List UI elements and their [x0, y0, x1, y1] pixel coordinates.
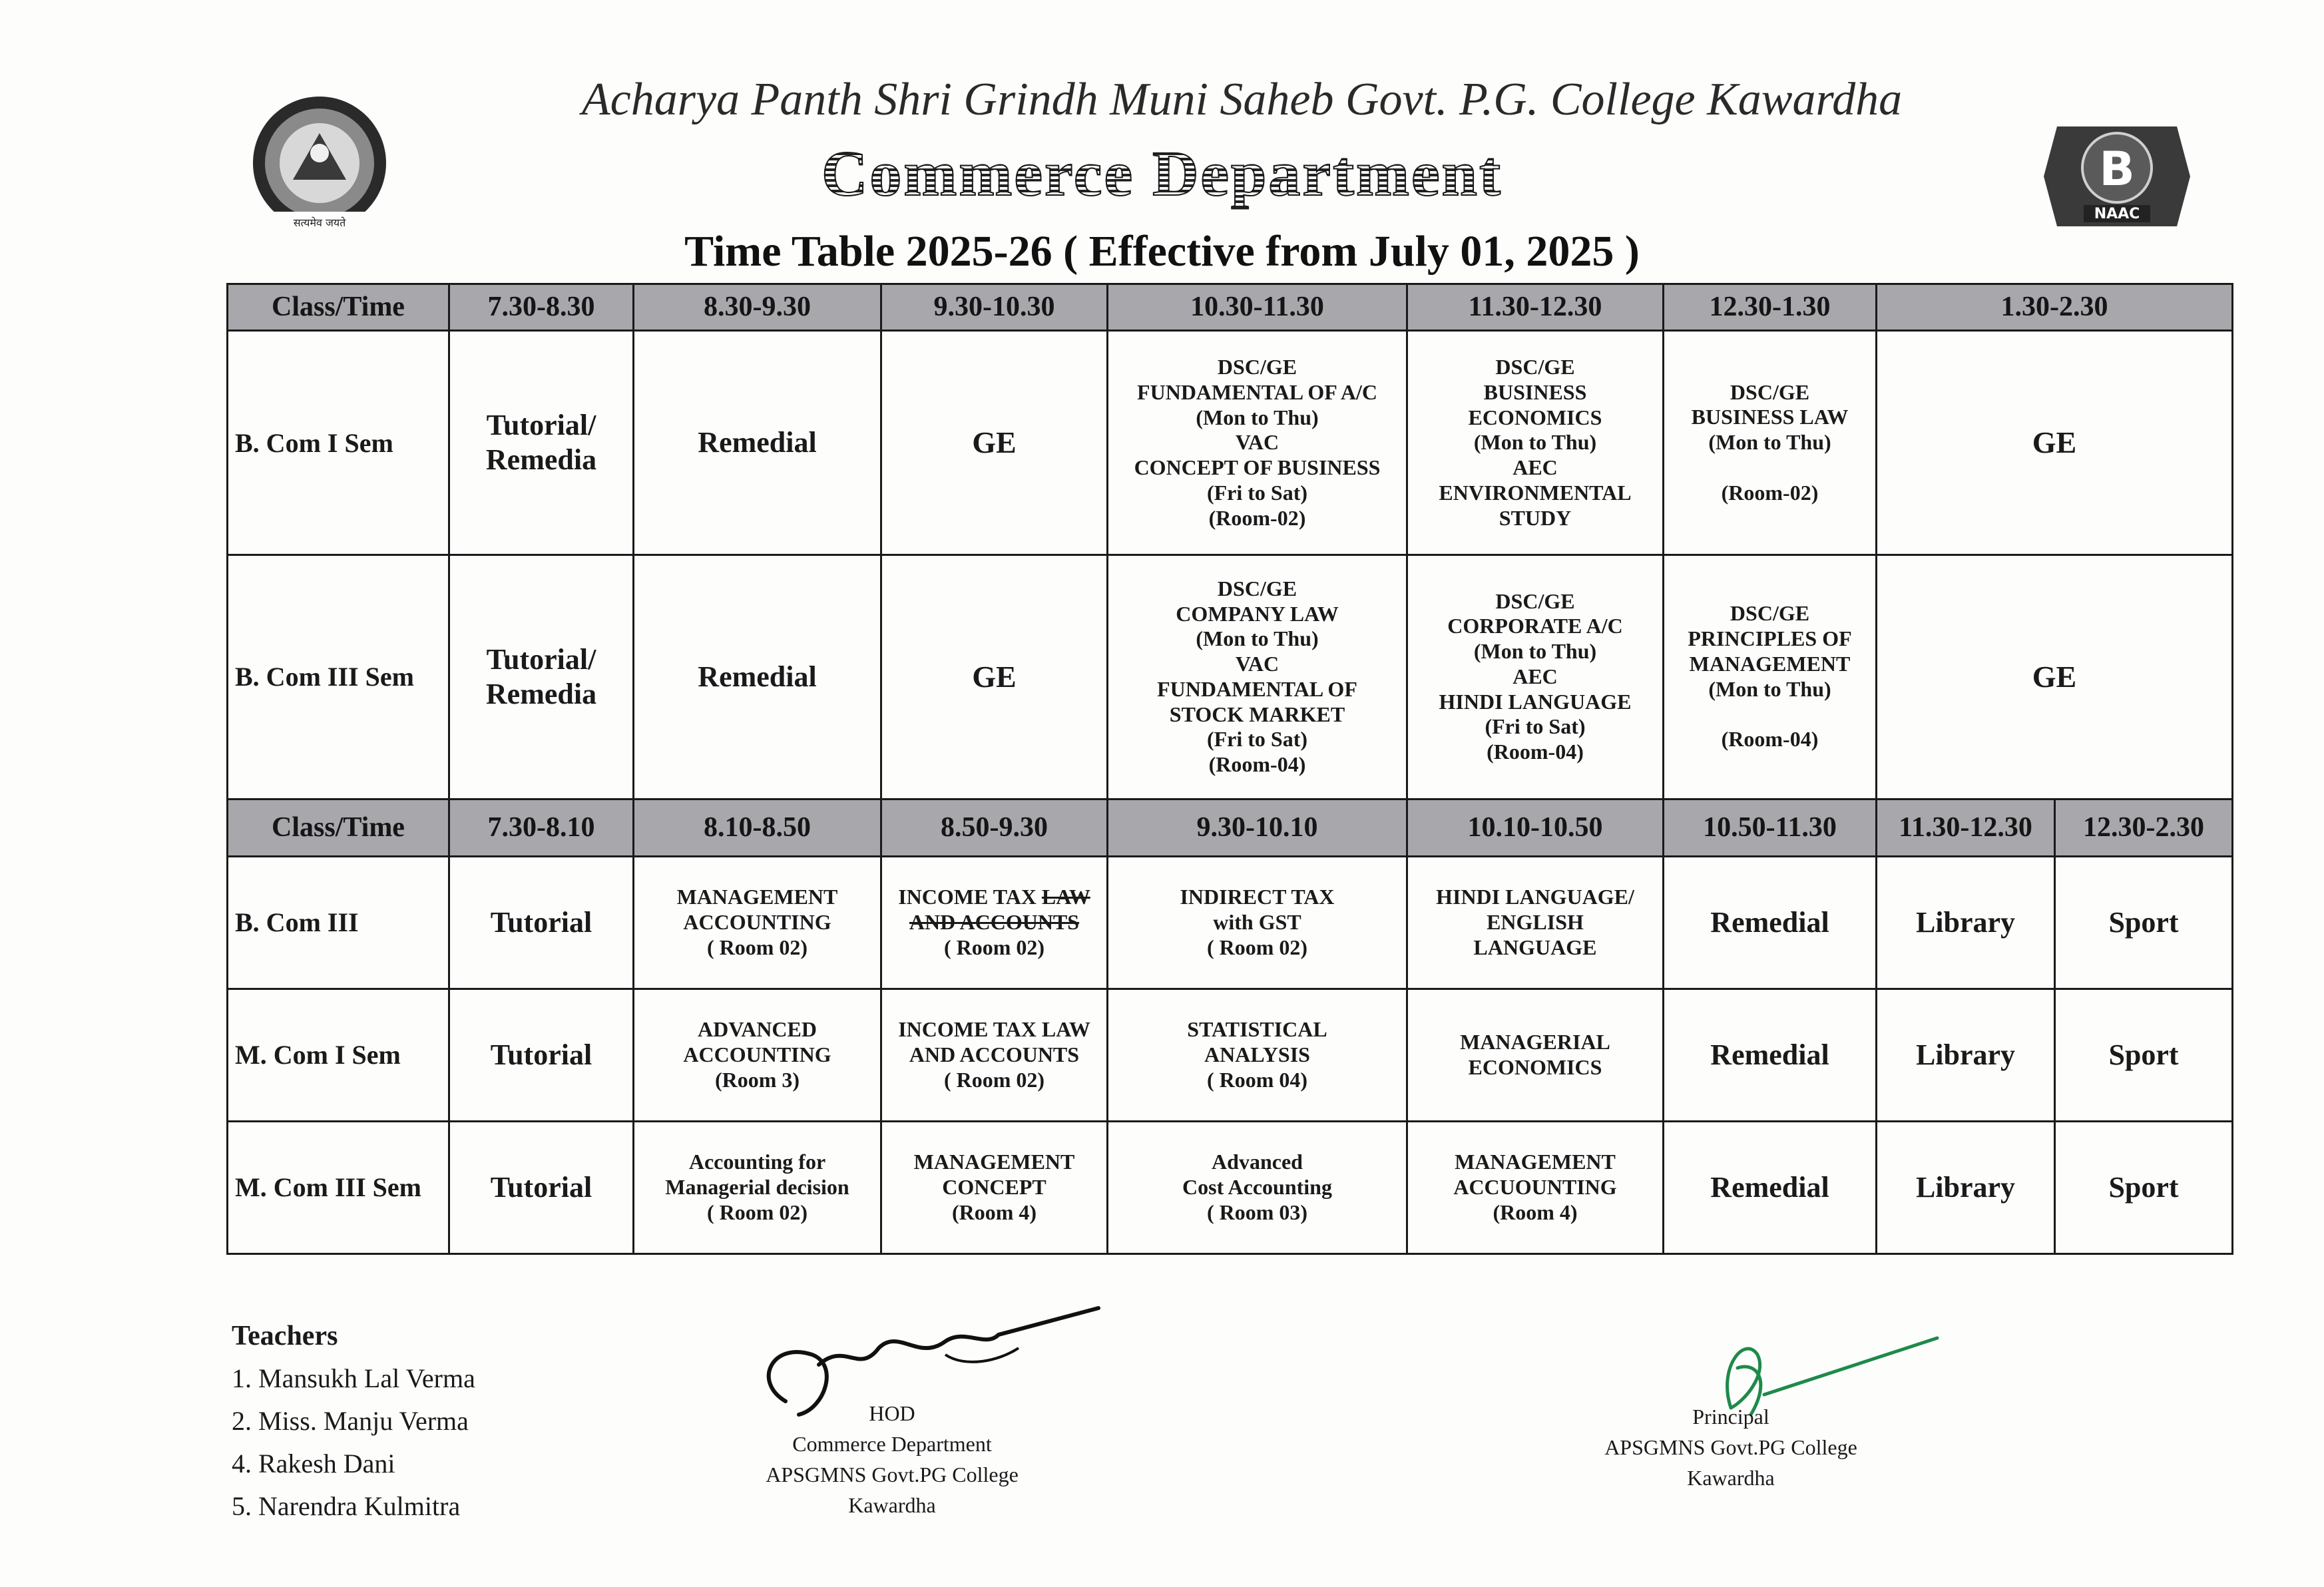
table-cell: Library: [1877, 1122, 2055, 1254]
header-cell: 7.30-8.10: [449, 799, 634, 856]
table-cell: MANAGEMENT CONCEPT (Room 4): [881, 1122, 1108, 1254]
class-name: B. Com III: [228, 857, 449, 989]
table-cell: Remedial: [634, 331, 881, 555]
table-cell: Accounting for Managerial decision ( Room 02): [634, 1122, 881, 1254]
table-cell: Sport: [2055, 1122, 2233, 1254]
table-row: [228, 331, 2233, 555]
table-row: [228, 555, 2233, 799]
hod-city: Kawardha: [848, 1493, 936, 1517]
table-cell: GE: [881, 331, 1108, 555]
hod-title: HOD: [869, 1401, 915, 1425]
table-cell: MANAGERIAL ECONOMICS: [1407, 989, 1664, 1122]
teachers-list: [232, 1315, 475, 1528]
header-cell: 8.30-9.30: [634, 284, 881, 331]
table-row: [228, 857, 2233, 989]
header-cell: 7.30-8.30: [449, 284, 634, 331]
header-cell: Class/Time: [228, 799, 449, 856]
hod-block: [706, 1398, 1078, 1520]
svg-text:सत्यमेव जयते: सत्यमेव जयते: [293, 216, 346, 229]
naac-label: NAAC: [2094, 206, 2140, 222]
table-cell: Tutorial: [449, 1122, 634, 1254]
table-cell: Advanced Cost Accounting ( Room 03): [1108, 1122, 1407, 1254]
table-cell: Library: [1877, 989, 2055, 1122]
table-cell: Sport: [2055, 989, 2233, 1122]
table-cell: Library: [1877, 857, 2055, 989]
header-cell: 9.30-10.30: [881, 284, 1108, 331]
table-cell: Tutorial: [449, 857, 634, 989]
principal-title: Principal: [1692, 1405, 1769, 1429]
header-cell: 10.50-11.30: [1664, 799, 1877, 856]
header-cell: 10.10-10.50: [1407, 799, 1664, 856]
naac-grade: B: [2099, 142, 2135, 196]
table-row: [228, 989, 2233, 1122]
department-title: Commerce Department: [0, 136, 2324, 210]
header-cell: 12.30-2.30: [2055, 799, 2233, 856]
table-cell: MANAGEMENT ACCOUNTING ( Room 02): [634, 857, 881, 989]
header-cell: 10.30-11.30: [1108, 284, 1407, 331]
table-cell: Sport: [2055, 857, 2233, 989]
table-cell: DSC/GE BUSINESS LAW (Mon to Thu) (Room-02): [1664, 331, 1877, 555]
table-cell: Remedial: [634, 555, 881, 799]
table-row: [228, 1122, 2233, 1254]
header-cell: 9.30-10.10: [1108, 799, 1407, 856]
teacher-item: 2. Miss. Manju Verma: [232, 1406, 469, 1436]
table-header-row: [228, 799, 2233, 856]
class-name: B. Com III Sem: [228, 555, 449, 799]
table-cell: INDIRECT TAX with GST ( Room 02): [1108, 857, 1407, 989]
table-cell: DSC/GE CORPORATE A/C (Mon to Thu) AEC HINDI LANGUAGE (Fri to Sat) (Room-04): [1407, 555, 1664, 799]
table-cell: GE: [881, 555, 1108, 799]
class-name: B. Com I Sem: [228, 331, 449, 555]
table-cell: DSC/GE PRINCIPLES OF MANAGEMENT (Mon to Thu) (Room-04): [1664, 555, 1877, 799]
table-cell: DSC/GE BUSINESS ECONOMICS (Mon to Thu) AEC ENVIRONMENTAL STUDY: [1407, 331, 1664, 555]
header-cell: 8.10-8.50: [634, 799, 881, 856]
principal-college: APSGMNS Govt.PG College: [1604, 1435, 1857, 1459]
timetable-title: Time Table 2025-26 ( Effective from July 01, 2025 ): [684, 227, 1640, 276]
table-cell: DSC/GE COMPANY LAW (Mon to Thu) VAC FUNDAMENTAL OF STOCK MARKET (Fri to Sat) (Room-04): [1108, 555, 1407, 799]
table-cell: Remedial: [1664, 857, 1877, 989]
table-cell: STATISTICAL ANALYSIS ( Room 04): [1108, 989, 1407, 1122]
table-cell: Tutorial: [449, 989, 634, 1122]
teachers-title: Teachers: [232, 1321, 338, 1351]
class-name: M. Com III Sem: [228, 1122, 449, 1254]
header-cell: Class/Time: [228, 284, 449, 331]
table-cell: Remedial: [1664, 989, 1877, 1122]
table-cell: ADVANCED ACCOUNTING (Room 3): [634, 989, 881, 1122]
naac-badge-logo: [2037, 120, 2197, 233]
principal-block: [1558, 1401, 1904, 1493]
college-name: Acharya Panth Shri Grindh Muni Saheb Govt. P.G. College Kawardha: [581, 74, 1903, 125]
hod-college: APSGMNS Govt.PG College: [766, 1463, 1019, 1486]
header-cell: 8.50-9.30: [881, 799, 1108, 856]
header-cell: 1.30-2.30: [1877, 284, 2233, 331]
table-header-row: [228, 284, 2233, 331]
college-seal-logo: [246, 93, 393, 240]
table-cell: GE: [1877, 555, 2233, 799]
class-name: M. Com I Sem: [228, 989, 449, 1122]
hod-dept: Commerce Department: [792, 1432, 992, 1456]
table-cell: Remedial: [1664, 1122, 1877, 1254]
table-cell: Tutorial/ Remedia: [449, 555, 634, 799]
table-cell: INCOME TAX LAW AND ACCOUNTS ( Room 02): [881, 989, 1108, 1122]
teacher-item: 4. Rakesh Dani: [232, 1449, 395, 1478]
table-cell: GE: [1877, 331, 2233, 555]
teacher-item: 5. Narendra Kulmitra: [232, 1491, 461, 1521]
principal-city: Kawardha: [1687, 1466, 1775, 1490]
timetable: [226, 283, 2233, 1255]
table-cell: HINDI LANGUAGE/ ENGLISH LANGUAGE: [1407, 857, 1664, 989]
header-cell: 12.30-1.30: [1664, 284, 1877, 331]
table-cell: INCOME TAX LAW AND ACCOUNTS ( Room 02): [881, 857, 1108, 989]
teacher-item: 1. Mansukh Lal Verma: [232, 1363, 475, 1393]
header-cell: 11.30-12.30: [1407, 284, 1664, 331]
table-cell: DSC/GE FUNDAMENTAL OF A/C (Mon to Thu) VAC CONCEPT OF BUSINESS (Fri to Sat) (Room-02): [1108, 331, 1407, 555]
table-cell: MANAGEMENT ACCUOUNTING (Room 4): [1407, 1122, 1664, 1254]
header-cell: 11.30-12.30: [1877, 799, 2055, 856]
table-cell: Tutorial/ Remedia: [449, 331, 634, 555]
